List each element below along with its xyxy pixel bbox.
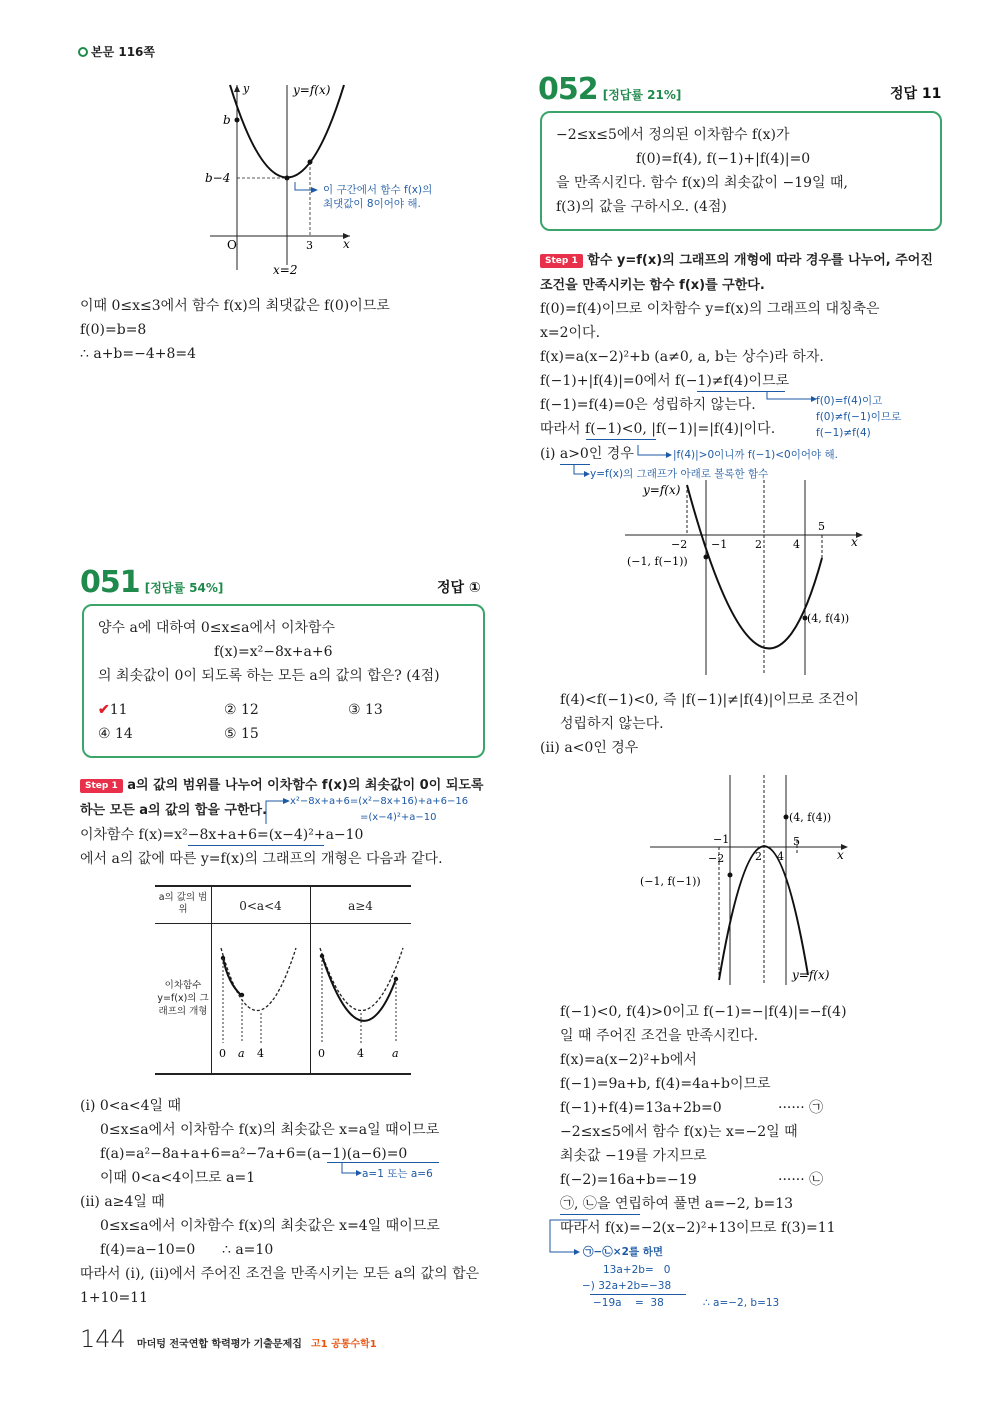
svg-text:3: 3 [306, 239, 313, 252]
svg-text:y=f(x): y=f(x) [293, 83, 331, 97]
note-asymmetry: f(0)=f(4)이고 f(0)≠f(−1)이므로 f(−1)≠f(4) [816, 395, 902, 439]
svg-text:−1: −1 [711, 538, 728, 551]
svg-text:−2: −2 [708, 852, 725, 865]
shape-table: a의 값의 범위 0<a<4 a≥4 이차함수 y=f(x)의 그래프의 개형 0 a 4 0 4 a [155, 885, 411, 1075]
choice-3[interactable]: ③ 13 [348, 702, 383, 718]
svg-text:y=f(x): y=f(x) [792, 968, 830, 982]
answer-label: 정답 ① [437, 580, 481, 596]
arrow-icon [548, 1214, 588, 1256]
svg-text:(4, f(4)): (4, f(4)) [789, 811, 832, 824]
page-number: 144 [80, 1325, 126, 1353]
svg-text:a: a [392, 1047, 399, 1060]
underline [188, 845, 324, 846]
page-ref: 본문 116쪽 [78, 43, 155, 60]
svg-text:y=f(x): y=f(x) [643, 483, 681, 497]
step-badge: Step 1 [80, 779, 123, 793]
arrow-icon [636, 445, 676, 460]
svg-text:−1: −1 [713, 833, 730, 846]
problem-number: 051 [80, 565, 140, 600]
graph-top-left [205, 80, 505, 280]
svg-text:2: 2 [755, 538, 762, 551]
problem-number: 052 [538, 72, 598, 107]
question-box-052: −2≤x≤5에서 정의된 이차함수 f(x)가 f(0)=f(4), f(−1)+|f(4)|=0 을 만족시킨다. 함수 f(x)의 최솟값이 −19일 때, f(3)의 값을 구하시오. (4점) [540, 111, 942, 231]
choice-4[interactable]: ④ 14 [98, 726, 133, 742]
checkmark-icon: ✔ [98, 702, 110, 718]
step-heading: Step 1 함수 y=f(x)의 그래프의 개형에 따라 경우를 나누어, 주어진 [540, 249, 933, 268]
svg-text:y: y [243, 82, 250, 95]
svg-text:a: a [238, 1047, 245, 1060]
svg-text:x: x [851, 535, 858, 549]
choice-1[interactable]: ✔11 [98, 702, 128, 718]
svg-text:5: 5 [818, 520, 825, 533]
text-line: f(0)=b=8 [80, 322, 147, 338]
svg-text:b−4: b−4 [205, 171, 231, 185]
accuracy-rate: [정답률 54%] [144, 581, 224, 595]
book-subject: 고1 공통수학1 [311, 1339, 377, 1350]
circle-icon [78, 47, 88, 57]
step-badge: Step 1 [540, 254, 583, 268]
problem-052-header [538, 72, 681, 107]
graph-case-1 [615, 480, 895, 680]
svg-text:(−1, f(−1)): (−1, f(−1)) [640, 875, 701, 888]
svg-text:x: x [343, 237, 350, 251]
svg-text:4: 4 [257, 1047, 264, 1060]
answer-label: 정답 11 [890, 86, 942, 102]
svg-text:0: 0 [318, 1047, 325, 1060]
svg-text:0: 0 [219, 1047, 226, 1060]
svg-text:(4, f(4)): (4, f(4)) [807, 612, 850, 625]
problem-051-header [80, 565, 223, 600]
step-heading: Step 1 a의 값의 범위를 나누어 이차함수 f(x)의 최솟값이 0이 되도록 [80, 774, 484, 793]
book-title: 마더텅 전국연합 학력평가 기출문제집 [136, 1339, 302, 1350]
svg-text:x: x [837, 848, 844, 862]
svg-text:O: O [227, 238, 237, 252]
svg-text:−2: −2 [671, 538, 688, 551]
choice-5[interactable]: ⑤ 15 [224, 726, 259, 742]
text-line: 이때 0≤x≤3에서 함수 f(x)의 최댓값은 f(0)이므로 [80, 298, 390, 314]
note-max-interval: 이 구간에서 함수 f(x)의 최댓값이 8이어야 해. [323, 184, 433, 210]
question-box-051: 양수 a에 대하여 0≤x≤a에서 이차함수 f(x)=x²−8x+a+6 의 최솟값이 0이 되도록 하는 모든 a의 값의 합은? (4점) ✔11 ② 12 ③ 13 ④ 14 ⑤ 15 [82, 604, 485, 758]
svg-text:b: b [223, 113, 231, 127]
choice-2[interactable]: ② 12 [224, 702, 259, 718]
text-line: ∴ a+b=−4+8=4 [80, 346, 197, 362]
arrow-icon [262, 796, 292, 826]
arrow-icon [765, 391, 820, 406]
svg-text:4: 4 [357, 1047, 364, 1060]
svg-text:x=2: x=2 [273, 263, 298, 277]
arrow-icon [572, 465, 592, 480]
accuracy-rate: [정답률 21%] [602, 88, 682, 102]
svg-text:4: 4 [777, 850, 784, 863]
svg-text:5: 5 [793, 835, 800, 848]
svg-text:(−1, f(−1)): (−1, f(−1)) [627, 555, 688, 568]
svg-text:2: 2 [755, 850, 762, 863]
graph-case-2 [640, 775, 860, 990]
footer [80, 1325, 377, 1353]
svg-text:4: 4 [793, 538, 800, 551]
